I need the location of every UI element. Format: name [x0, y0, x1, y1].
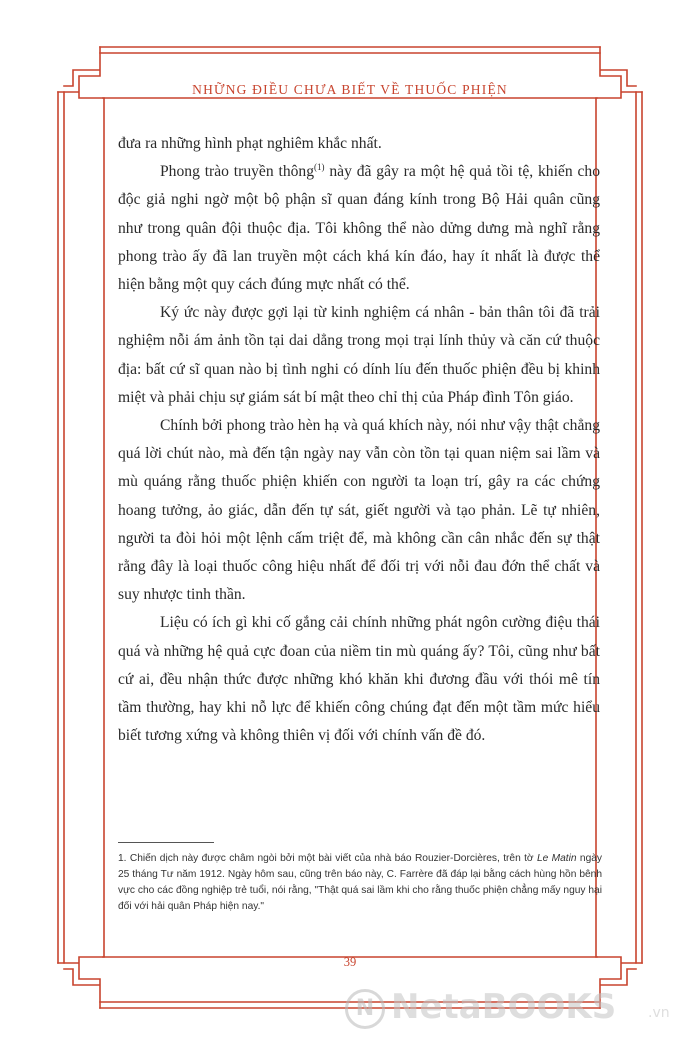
paragraph-2-start: Phong trào truyền thông	[160, 163, 315, 181]
footnote-tail: ngày 25 tháng Tư năm 1912. Ngày hôm sau, cũng trên báo này, C. Farrère đã đáp lại bằng cách hùng hồn bênh vực cho các đồng nghiệp trẻ tuổi, nói rằng, "Thật quá sai lầm khi cho rằng thuốc phiện chẳng mấy nguy hại đối với hải quân Pháp hiện nay."	[118, 853, 602, 912]
watermark-suffix: .vn	[648, 1005, 670, 1021]
watermark	[345, 985, 685, 1035]
paragraph-3: Ký ức này được gợi lại từ kinh nghiệm cá nhân - bản thân tôi đã trải nghiệm nỗi ám ảnh tồn tại dai dẳng trong mọi trại lính thủy và căn cứ thuộc địa: bất cứ sĩ quan nào bị tình nghi có dính líu đến thuốc phiện đều bị khinh miệt và phải chịu sự giám sát bí mật theo chỉ thị của Pháp đình Tôn giáo.	[118, 304, 600, 406]
footnote-italic: Le Matin	[536, 853, 577, 864]
paragraph-1: đưa ra những hình phạt nghiêm khắc nhất.	[118, 135, 382, 152]
paragraph-2	[118, 158, 600, 299]
body-text	[118, 130, 600, 750]
paragraph-5: Liệu có ích gì khi cố gắng cải chính những phát ngôn cường điệu thái quá và những hệ quả cực đoan của niềm tin mù quáng ấy? Tôi, cũng như bất cứ ai, đều nhận thức được những khó khăn khi đương đầu với thói mê tín tầm thường, hay khi nỗ lực để khiến công chúng đạt đến một tầm mức hiểu biết tương xứng và không thiên vị đối với chính vấn đề đó.	[118, 614, 600, 745]
footnote-lead: 1. Chiến dịch này được châm ngòi bởi một bài viết của nhà báo Rouzier-Dorcières, trên tờ	[118, 853, 537, 864]
footnote	[118, 851, 602, 915]
footnote-marker: (1)	[314, 162, 325, 173]
running-header: NHỮNG ĐIỀU CHƯA BIẾT VỀ THUỐC PHIỆN	[192, 82, 508, 97]
watermark-text: NetaBOOKS	[391, 987, 617, 1027]
paragraph-4: Chính bởi phong trào hèn hạ và quá khích này, nói như vậy thật chẳng quá lời chút nào, mà đến tận ngày nay vẫn còn tồn tại quan niệm sai lầm và mù quáng rằng thuốc phiện khiến con người ta loạn trí, gây ra các chứng hoang tưởng, ảo giác, dẫn đến tự sát, giết người và tạo phản. Lẽ tự nhiên, người ta đòi hỏi một lệnh cấm triệt để, mà không cần cân nhắc đến sự thật rằng đây là loại thuốc công hiệu nhất để đối trị với nỗi đau đớn thể chất và suy nhược tinh thần.	[118, 417, 600, 604]
footnote-divider	[118, 842, 214, 843]
paragraph-2-rest: này đã gây ra một hệ quả tồi tệ, khiến cho độc giả nghi ngờ một bộ phận sĩ quan đáng kính trong Bộ Hải quân cũng như trong quân đội thuộc địa. Tôi không thể nào dửng dưng mà nghĩ rằng phong trào ấy đã lan truyền một cách khá kín đáo, hay ít nhất là được thể hiện bằng một quy cách đúng mực nhất có thể.	[118, 163, 600, 294]
netabooks-logo-icon: N	[345, 989, 385, 1029]
page-number: 39	[343, 955, 357, 969]
